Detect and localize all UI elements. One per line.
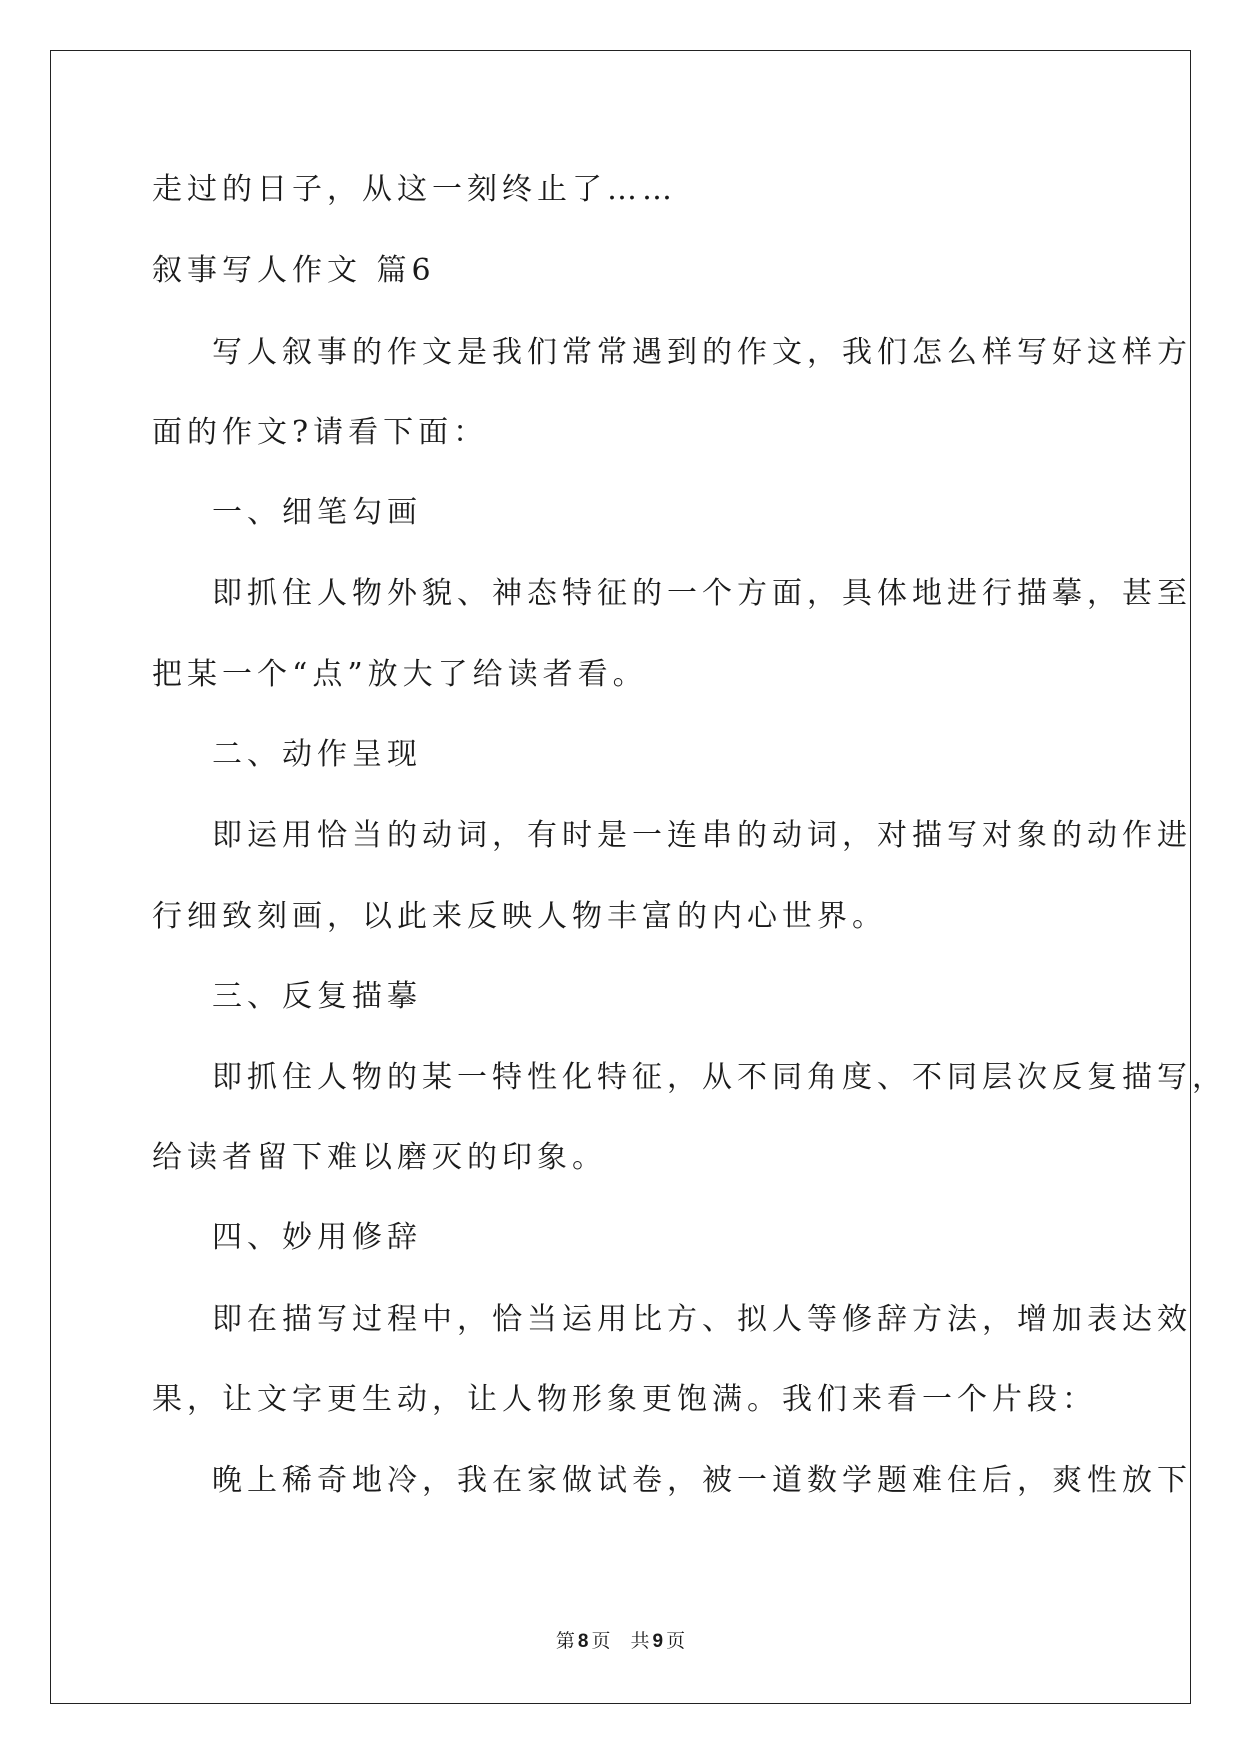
- list-heading: 四、妙用修辞: [212, 1220, 422, 1255]
- total-suffix: 页: [666, 1630, 686, 1652]
- body-line: 果，让文字更生动，让人物形象更饱满。我们来看一个片段：: [152, 1382, 1097, 1417]
- body-line: 晚上稀奇地冷，我在家做试卷，被一道数学题难住后，爽性放下: [212, 1463, 1192, 1498]
- body-line: 给读者留下难以磨灭的印象。: [152, 1140, 607, 1175]
- current-page-number: 8: [577, 1631, 589, 1652]
- page-footer: [0, 1626, 1241, 1653]
- page-prefix: 第: [555, 1630, 575, 1652]
- list-heading: 二、动作呈现: [212, 737, 422, 772]
- page-border: [50, 50, 1191, 1704]
- body-line: 把某一个“点”放大了给读者看。: [152, 657, 648, 692]
- body-line: 即抓住人物外貌、神态特征的一个方面，具体地进行描摹，甚至: [212, 576, 1192, 611]
- list-heading: 三、反复描摹: [212, 979, 422, 1014]
- total-prefix: 共: [630, 1630, 650, 1652]
- body-line: 走过的日子，从这一刻终止了……: [152, 172, 677, 207]
- body-line: 即在描写过程中，恰当运用比方、拟人等修辞方法，增加表达效: [212, 1302, 1192, 1337]
- body-line: 即抓住人物的某一特性化特征，从不同角度、不同层次反复描写，: [212, 1060, 1227, 1095]
- list-heading: 一、细笔勾画: [212, 495, 422, 530]
- total-page-number: 9: [652, 1631, 664, 1652]
- page-suffix: 页: [591, 1630, 611, 1652]
- body-line: 即运用恰当的动词，有时是一连串的动词，对描写对象的动作进: [212, 818, 1192, 853]
- body-line: 行细致刻画，以此来反映人物丰富的内心世界。: [152, 899, 887, 934]
- section-heading: 叙事写人作文 篇6: [152, 253, 436, 288]
- body-line: 面的作文?请看下面：: [152, 415, 489, 450]
- body-line: 写人叙事的作文是我们常常遇到的作文，我们怎么样写好这样方: [212, 335, 1192, 370]
